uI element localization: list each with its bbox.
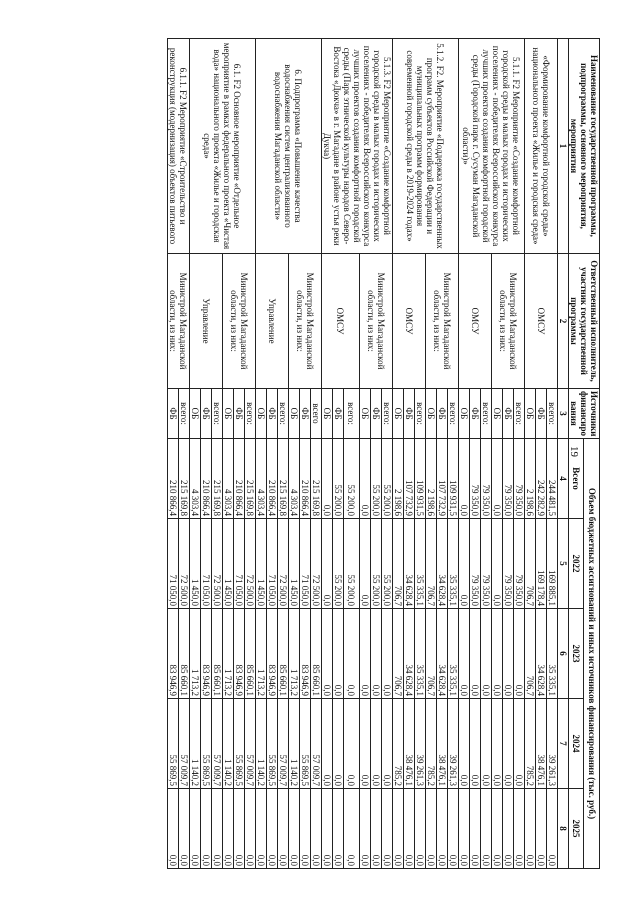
value-cell: 215 169,8 [179, 439, 190, 519]
source-cell: ОБ [426, 389, 437, 439]
value-cell: 71 050,0 [201, 519, 212, 609]
value-cell: 34 628,4 [437, 519, 448, 609]
value-cell: 0,0 [492, 699, 503, 789]
value-cell: 0,0 [459, 609, 470, 699]
source-cell: ФБ [404, 389, 415, 439]
value-cell: 0,0 [481, 789, 492, 869]
col-number: 7 [558, 699, 569, 789]
value-cell: 244 481,5 [547, 439, 558, 519]
col-number: 3 [558, 389, 569, 439]
value-cell: 0,0 [289, 789, 300, 869]
value-cell: 0,0 [333, 789, 344, 869]
source-cell: ОБ [393, 389, 404, 439]
value-cell: 1 713,2 [289, 609, 300, 699]
value-cell: 0,0 [360, 439, 371, 519]
value-cell: 72 500,0 [311, 519, 322, 609]
page-number: 19 [568, 446, 580, 457]
value-cell: 38 476,1 [536, 699, 547, 789]
value-cell: 34 628,4 [404, 519, 415, 609]
value-cell: 83 946,9 [201, 609, 212, 699]
header-year: 2023 [569, 609, 585, 699]
value-cell: 0,0 [514, 609, 525, 699]
value-cell: 85 660,1 [311, 609, 322, 699]
value-cell: 83 946,9 [267, 609, 278, 699]
value-cell: 215 169,8 [278, 439, 289, 519]
value-cell: 0,0 [371, 609, 382, 699]
value-cell: 55 200,0 [371, 519, 382, 609]
value-cell: 785,2 [426, 699, 437, 789]
header-executor: Ответственный исполнитель, участник государственной программы [569, 254, 600, 389]
value-cell: 706,7 [426, 519, 437, 609]
value-cell: 57 009,7 [278, 699, 289, 789]
value-cell: 1 450,0 [223, 519, 234, 609]
value-cell: 0,0 [322, 789, 333, 869]
value-cell: 79 350,0 [503, 519, 514, 609]
value-cell: 0,0 [322, 699, 333, 789]
program-name-cell: 5.1.2. F2. Мероприятие «Поддержка государственных программ субъектов Российской Федерации и муниципальных программ формирования современной городской среды в 2019-2024 годах» [393, 39, 459, 254]
value-cell: 0,0 [223, 789, 234, 869]
header-volume: Объем бюджетных ассигнований и иных источников финансирования (тыс. руб.) [584, 439, 600, 869]
value-cell: 55 869,5 [234, 699, 245, 789]
source-cell: всего: [415, 389, 426, 439]
source-cell: ОБ [190, 389, 201, 439]
value-cell: 71 050,0 [300, 519, 311, 609]
program-name-cell: «Формирование комфортной городской среды» национального проекта «Жилье и городская среда» [525, 39, 558, 254]
col-number: 1 [558, 39, 569, 254]
value-cell: 169 885,1 [547, 519, 558, 609]
value-cell: 785,2 [525, 699, 536, 789]
value-cell: 1 450,0 [256, 519, 267, 609]
value-cell: 4 303,4 [223, 439, 234, 519]
value-cell: 79 350,0 [481, 439, 492, 519]
value-cell: 34 628,4 [536, 609, 547, 699]
value-cell: 55 200,0 [382, 519, 393, 609]
value-cell: 0,0 [492, 519, 503, 609]
value-cell: 1 450,0 [190, 519, 201, 609]
table-row [179, 39, 190, 869]
value-cell: 0,0 [382, 699, 393, 789]
value-cell: 0,0 [212, 789, 223, 869]
executor-cell: ОМСУ [322, 254, 360, 389]
value-cell: 34 628,4 [437, 609, 448, 699]
value-cell: 0,0 [481, 609, 492, 699]
value-cell: 0,0 [256, 789, 267, 869]
value-cell: 0,0 [322, 439, 333, 519]
value-cell: 0,0 [360, 609, 371, 699]
table-row [382, 39, 393, 869]
value-cell: 0,0 [190, 789, 201, 869]
value-cell: 0,0 [481, 699, 492, 789]
value-cell: 0,0 [514, 789, 525, 869]
source-cell: ОБ [360, 389, 371, 439]
value-cell: 0,0 [168, 789, 179, 869]
value-cell: 0,0 [459, 699, 470, 789]
value-cell: 109 931,5 [448, 439, 459, 519]
value-cell: 55 200,0 [344, 439, 360, 519]
value-cell: 1 713,2 [256, 609, 267, 699]
value-cell: 55 869,5 [267, 699, 278, 789]
value-cell: 0,0 [333, 609, 344, 699]
value-cell: 0,0 [278, 789, 289, 869]
value-cell: 2 198,6 [393, 439, 404, 519]
value-cell: 4 303,4 [256, 439, 267, 519]
source-cell: ФБ [300, 389, 311, 439]
budget-table [167, 38, 600, 869]
source-cell: всего: [448, 389, 459, 439]
source-cell: всего: [245, 389, 256, 439]
value-cell: 109 931,5 [415, 439, 426, 519]
value-cell: 210 866,4 [201, 439, 212, 519]
value-cell: 38 476,1 [437, 699, 448, 789]
table-row [448, 39, 459, 869]
value-cell: 72 500,0 [179, 519, 190, 609]
header-year: 2025 [569, 789, 585, 869]
value-cell: 0,0 [344, 789, 360, 869]
value-cell: 83 946,9 [300, 609, 311, 699]
value-cell: 0,0 [344, 699, 360, 789]
value-cell: 79 350,0 [470, 519, 481, 609]
source-cell: ОБ [223, 389, 234, 439]
source-cell: ФБ [536, 389, 547, 439]
value-cell: 0,0 [311, 789, 322, 869]
value-cell: 0,0 [393, 789, 404, 869]
value-cell: 71 050,0 [168, 519, 179, 609]
value-cell: 0,0 [459, 439, 470, 519]
value-cell: 1 713,2 [223, 609, 234, 699]
value-cell: 39 261,3 [448, 699, 459, 789]
source-cell: ФБ [201, 389, 212, 439]
source-cell: ФБ [470, 389, 481, 439]
value-cell: 0,0 [245, 789, 256, 869]
value-cell: 0,0 [344, 609, 360, 699]
header-total: Всего [569, 439, 585, 519]
value-cell: 0,0 [503, 789, 514, 869]
executor-cell: Управление [190, 254, 223, 389]
value-cell: 0,0 [525, 789, 536, 869]
value-cell: 785,2 [393, 699, 404, 789]
value-cell: 55 200,0 [333, 519, 344, 609]
column-number-row [558, 39, 569, 869]
value-cell: 210 866,4 [267, 439, 278, 519]
value-cell: 210 866,4 [300, 439, 311, 519]
executor-cell: ОМСУ [525, 254, 558, 389]
value-cell: 83 946,9 [168, 609, 179, 699]
executor-cell: Управление [256, 254, 289, 389]
value-cell: 210 866,4 [168, 439, 179, 519]
value-cell: 35 335,1 [415, 609, 426, 699]
value-cell: 169 178,4 [536, 519, 547, 609]
value-cell: 0,0 [382, 609, 393, 699]
value-cell: 85 660,1 [245, 609, 256, 699]
value-cell: 0,0 [404, 789, 415, 869]
source-cell: всего: [514, 389, 525, 439]
value-cell: 215 169,8 [311, 439, 322, 519]
value-cell: 0,0 [371, 789, 382, 869]
value-cell: 35 335,1 [448, 519, 459, 609]
source-cell: всего: [212, 389, 223, 439]
header-year: 2022 [569, 519, 585, 609]
value-cell: 34 628,4 [404, 609, 415, 699]
value-cell: 0,0 [371, 699, 382, 789]
source-cell: ФБ [234, 389, 245, 439]
program-name-cell: 6. Подпрограмма «Повышение качества водоснабжения систем централизованного водоснабжения Магаданской области» [256, 39, 322, 254]
value-cell: 0,0 [201, 789, 212, 869]
source-cell: всего: [344, 389, 360, 439]
value-cell: 57 009,7 [179, 699, 190, 789]
value-cell: 0,0 [492, 439, 503, 519]
value-cell: 215 169,8 [245, 439, 256, 519]
source-cell: всего: [547, 389, 558, 439]
value-cell: 55 869,5 [168, 699, 179, 789]
value-cell: 0,0 [459, 519, 470, 609]
value-cell: 38 476,1 [404, 699, 415, 789]
value-cell: 0,0 [492, 609, 503, 699]
value-cell: 55 200,0 [344, 519, 360, 609]
value-cell: 1 140,2 [256, 699, 267, 789]
source-cell: ОБ [256, 389, 267, 439]
value-cell: 210 866,4 [234, 439, 245, 519]
source-cell: ФБ [503, 389, 514, 439]
program-name-cell: 5.1.1. F2 Мероприятие «Создание комфортной городской среды в малых городах и исторических поселениях - победителях Всероссийского конкурса лучших проектов создания комфортной городской среды (Городской парк г. Сусуман Магаданской области)» [459, 39, 525, 254]
source-cell: ОБ [289, 389, 300, 439]
program-name-cell: 6.1.1. F2 Мероприятие «Строительство и реконструкция (модернизация) объектов питьевого [168, 39, 190, 254]
source-cell: ОБ [492, 389, 503, 439]
value-cell: 0,0 [234, 789, 245, 869]
value-cell: 0,0 [322, 609, 333, 699]
value-cell: 4 303,4 [190, 439, 201, 519]
executor-cell: ОМСУ [459, 254, 492, 389]
value-cell: 0,0 [382, 789, 393, 869]
value-cell: 0,0 [536, 789, 547, 869]
value-cell: 0,0 [470, 789, 481, 869]
value-cell: 79 350,0 [470, 439, 481, 519]
value-cell: 0,0 [415, 789, 426, 869]
value-cell: 85 660,1 [179, 609, 190, 699]
value-cell: 0,0 [547, 789, 558, 869]
value-cell: 706,7 [525, 519, 536, 609]
value-cell: 0,0 [470, 609, 481, 699]
value-cell: 107 732,9 [437, 439, 448, 519]
executor-cell: Министрой Магаданской области, из них: [223, 254, 256, 389]
value-cell: 0,0 [459, 789, 470, 869]
value-cell: 79 350,0 [514, 519, 525, 609]
value-cell: 0,0 [300, 789, 311, 869]
source-cell: всего: [179, 389, 190, 439]
value-cell: 57 009,7 [311, 699, 322, 789]
value-cell: 55 869,5 [300, 699, 311, 789]
table-row [547, 39, 558, 869]
value-cell: 39 261,3 [415, 699, 426, 789]
value-cell: 1 140,2 [289, 699, 300, 789]
value-cell: 35 335,1 [547, 609, 558, 699]
value-cell: 706,7 [426, 609, 437, 699]
value-cell: 0,0 [437, 789, 448, 869]
col-number: 4 [558, 439, 569, 519]
source-cell: всего: [481, 389, 492, 439]
value-cell: 2 198,6 [426, 439, 437, 519]
source-cell: всего: [278, 389, 289, 439]
value-cell: 0,0 [360, 519, 371, 609]
source-cell: ФБ [267, 389, 278, 439]
executor-cell: Министрой Магаданской области, из них: [360, 254, 393, 389]
value-cell: 0,0 [179, 789, 190, 869]
value-cell: 1 140,2 [223, 699, 234, 789]
value-cell: 706,7 [393, 609, 404, 699]
header-source: Источники финансиро вания [569, 389, 600, 439]
value-cell: 0,0 [360, 699, 371, 789]
value-cell: 107 732,9 [404, 439, 415, 519]
value-cell: 706,7 [393, 519, 404, 609]
header-year: 2024 [569, 699, 585, 789]
value-cell: 79 350,0 [514, 439, 525, 519]
value-cell: 55 869,5 [201, 699, 212, 789]
value-cell: 0,0 [426, 789, 437, 869]
source-cell: ФБ [371, 389, 382, 439]
value-cell: 0,0 [503, 699, 514, 789]
value-cell: 55 200,0 [382, 439, 393, 519]
rotated-sheet [30, 38, 600, 868]
value-cell: 71 050,0 [267, 519, 278, 609]
value-cell: 55 200,0 [333, 439, 344, 519]
executor-cell: Министрой Магаданской области, из них: [168, 254, 190, 389]
value-cell: 0,0 [448, 789, 459, 869]
table-row [311, 39, 322, 869]
source-cell: ОБ [322, 389, 333, 439]
source-cell: ФБ [333, 389, 344, 439]
program-name-cell: 6.1. F2 Основное мероприятие «Отдельное мероприятие в рамках федерального проекта «Чистая вода» национального проекта «Жилье и городская среда» [190, 39, 256, 254]
value-cell: 72 500,0 [212, 519, 223, 609]
program-name-cell: 5.1.3. F2 Мероприятие «Создание комфортной городской среды в малых городах и исторических поселениях - победителях Всероссийского конкурса лучших проектов создания комфортной городской среды (Парк этнической культуры народов Северо-Востока «Дюкча» в г. Магадане в районе устья реки Дукча) [322, 39, 393, 254]
header-name: Наименование государственной программы, подпрограммы, основного мероприятия, мероприятия [569, 39, 600, 254]
source-cell: ФБ [168, 389, 179, 439]
value-cell: 0,0 [360, 789, 371, 869]
value-cell: 79 350,0 [481, 519, 492, 609]
source-cell: ФБ [437, 389, 448, 439]
value-cell: 0,0 [267, 789, 278, 869]
value-cell: 2 198,6 [525, 439, 536, 519]
col-number: 5 [558, 519, 569, 609]
source-cell: ОБ [525, 389, 536, 439]
value-cell: 0,0 [333, 699, 344, 789]
executor-cell: Министрой Магаданской области, из них: [426, 254, 459, 389]
value-cell: 85 660,1 [212, 609, 223, 699]
executor-cell: ОМСУ [393, 254, 426, 389]
source-cell: всего: [382, 389, 393, 439]
value-cell: 0,0 [514, 699, 525, 789]
value-cell: 0,0 [322, 519, 333, 609]
value-cell: 57 009,7 [212, 699, 223, 789]
value-cell: 79 350,0 [503, 439, 514, 519]
value-cell: 0,0 [503, 609, 514, 699]
col-number: 2 [558, 254, 569, 389]
value-cell: 71 050,0 [234, 519, 245, 609]
value-cell: 72 500,0 [245, 519, 256, 609]
value-cell: 85 660,1 [278, 609, 289, 699]
table-row [245, 39, 256, 869]
value-cell: 242 282,9 [536, 439, 547, 519]
executor-cell: Министрой Магаданской области, из них: [289, 254, 322, 389]
value-cell: 39 261,3 [547, 699, 558, 789]
value-cell: 1 450,0 [289, 519, 300, 609]
col-number: 8 [558, 789, 569, 869]
value-cell: 1 140,2 [190, 699, 201, 789]
value-cell: 72 500,0 [278, 519, 289, 609]
value-cell: 55 200,0 [371, 439, 382, 519]
value-cell: 4 303,4 [289, 439, 300, 519]
table-row [514, 39, 525, 869]
source-cell: всего [311, 389, 322, 439]
value-cell: 706,7 [525, 609, 536, 699]
value-cell: 35 335,1 [415, 519, 426, 609]
value-cell: 0,0 [492, 789, 503, 869]
table-body [168, 39, 558, 869]
value-cell: 57 009,7 [245, 699, 256, 789]
value-cell: 1 713,2 [190, 609, 201, 699]
value-cell: 0,0 [470, 699, 481, 789]
source-cell: ОБ [459, 389, 470, 439]
value-cell: 35 335,1 [448, 609, 459, 699]
value-cell: 215 169,8 [212, 439, 223, 519]
col-number: 6 [558, 609, 569, 699]
executor-cell: Министрой Магаданской области, из них: [492, 254, 525, 389]
value-cell: 83 946,9 [234, 609, 245, 699]
